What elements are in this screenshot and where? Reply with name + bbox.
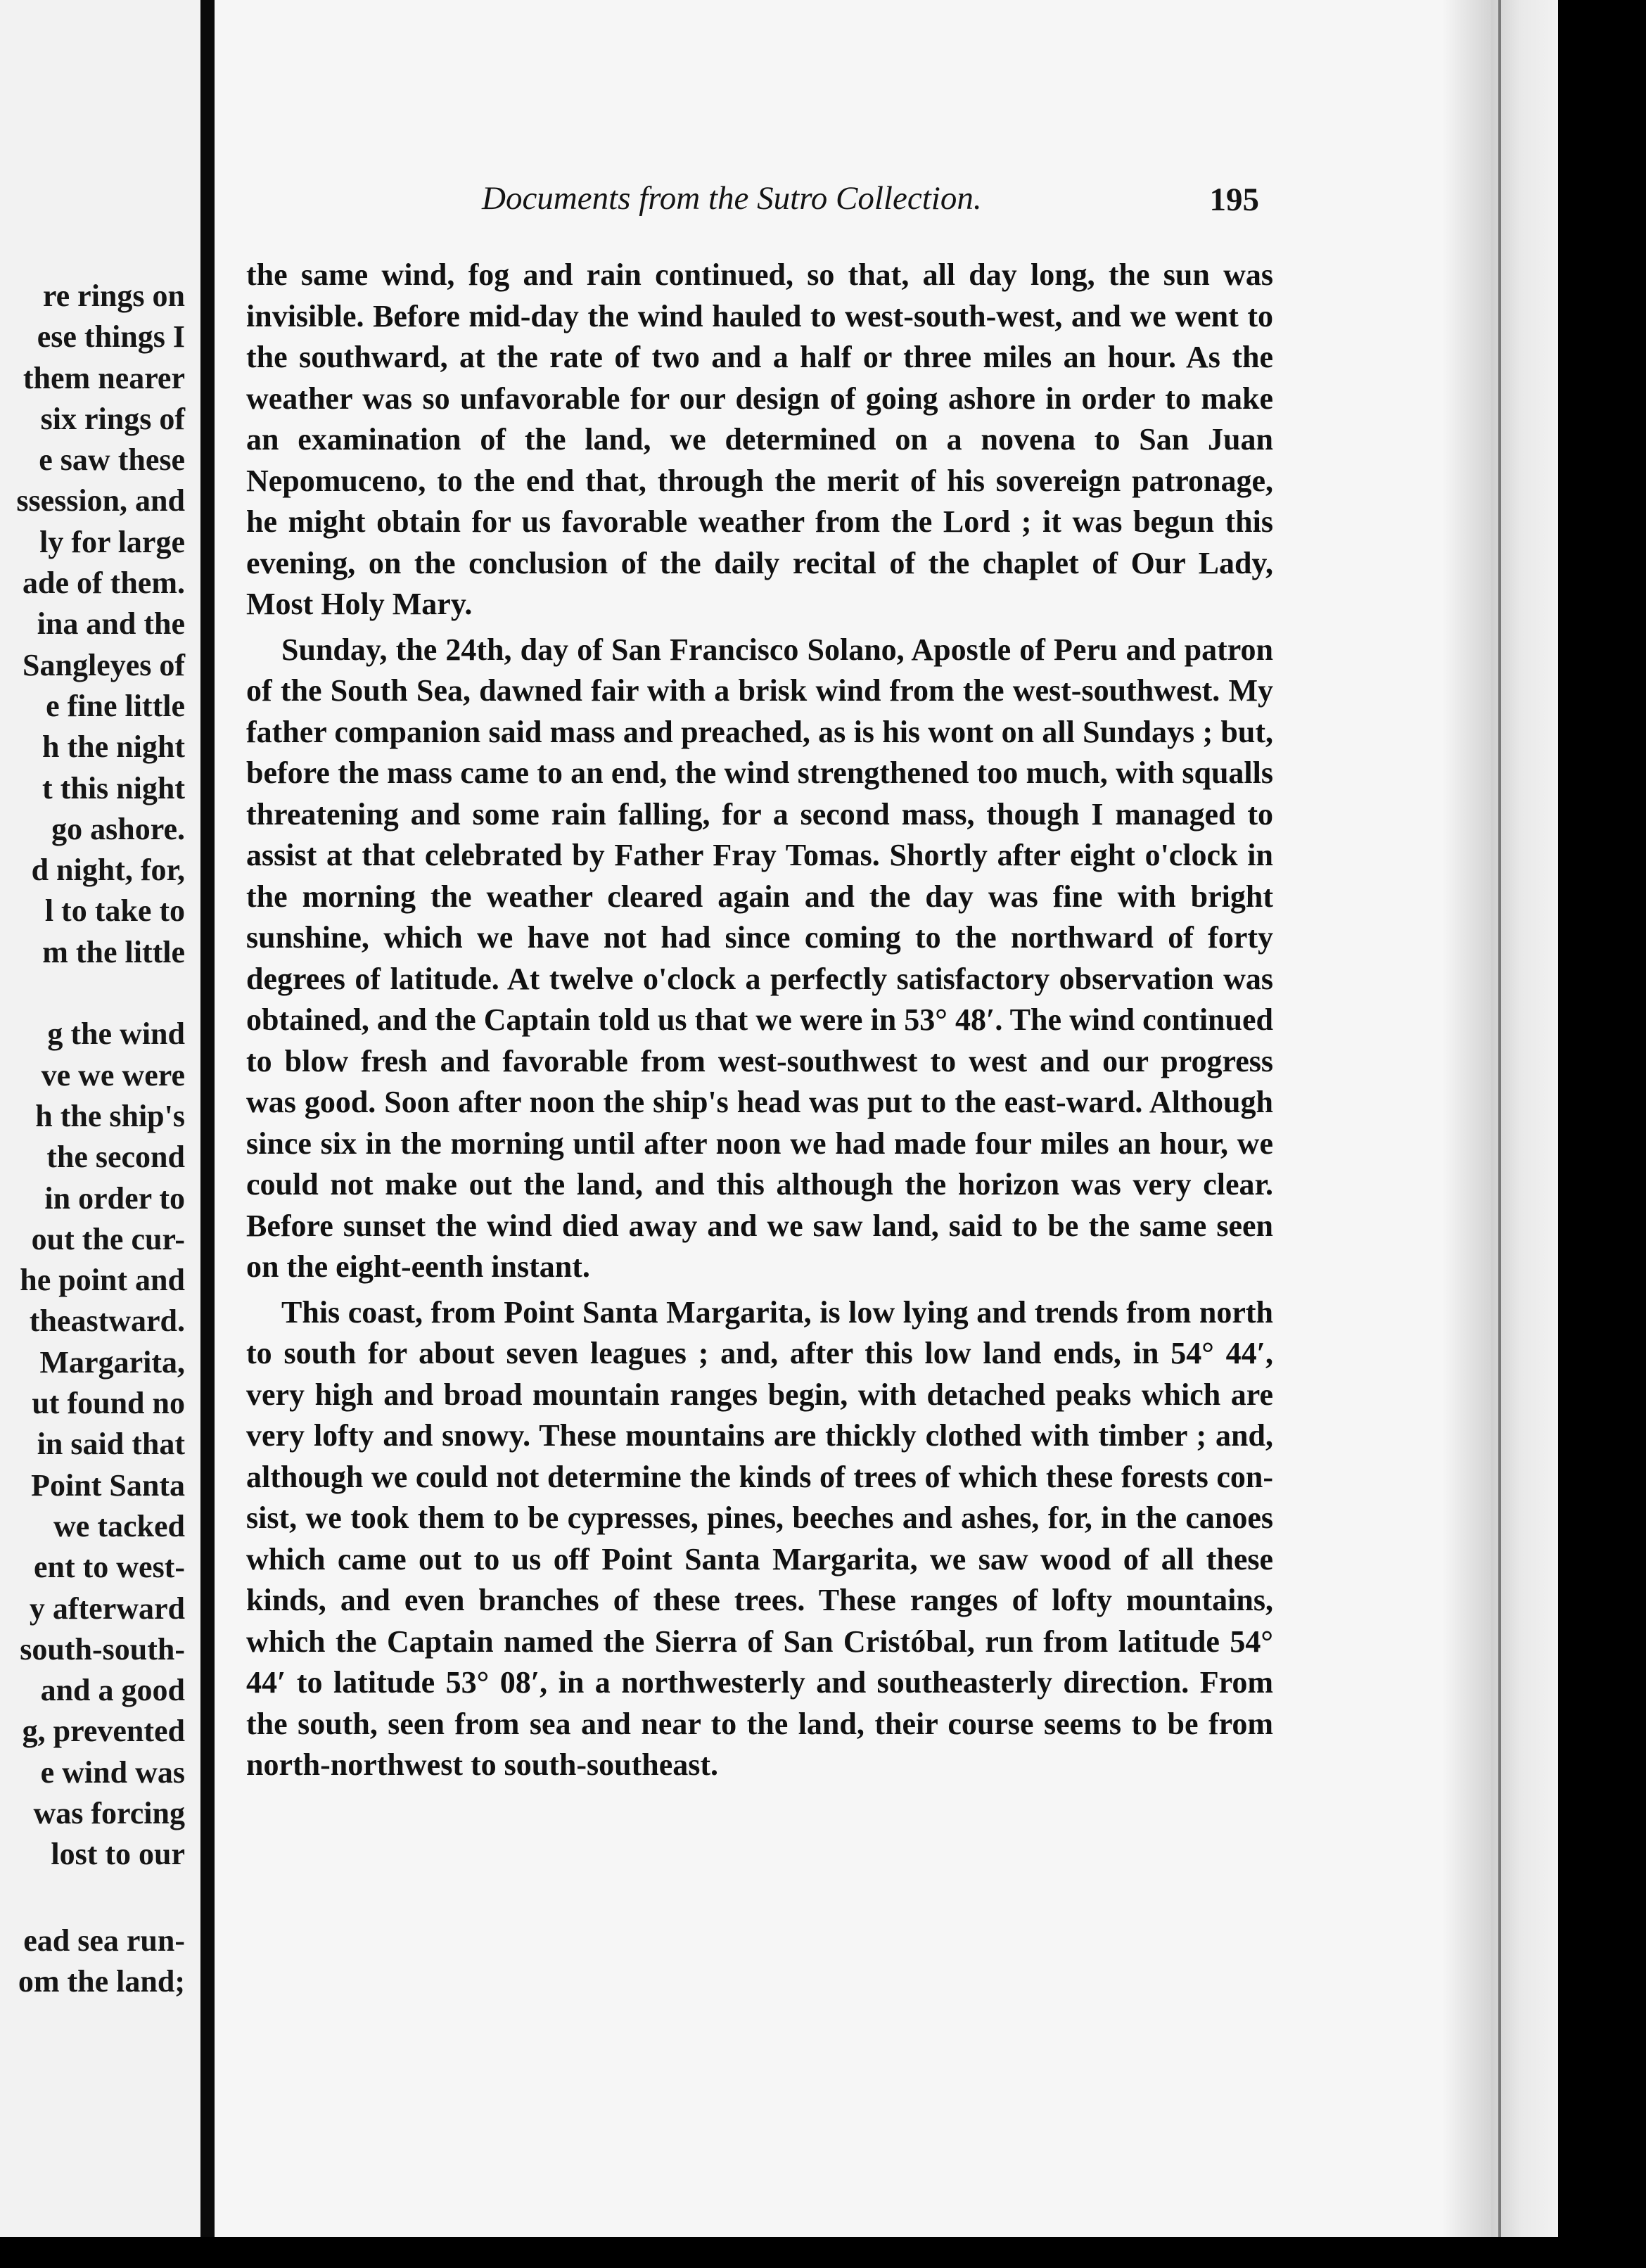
left-line: ead sea run- [23,1923,185,1958]
paragraph: Sunday, the 24th, day of San Francisco Solano, Apostle of Peru and patron of the South Sea, dawned fair with a brisk wind from the west-southwest. My father companion said mass and preached, as is his wont on all Sundays ; but, before the mass came to an end, the wind strengthened too much, with squalls threatening and some rain falling, for a second mass, though I managed to assist at that celebrated by Father Fray Tomas. Shortly after eight o'clock in the morning the weather cleared again and the day was fine with bright sunshine, which we have not had since coming to the northward of forty degrees of latitude. At twelve o'clock a perfectly satisfactory observation was obtained, and the Captain told us that we were in 53° 48′. The wind continued to blow fresh and favorable from west-southwest to west and our progress was good. Soon after noon the ship's head was put to the east-ward. Although since six in the morning until after noon we had made four miles an hour, we could not make out the land, and this although the horizon was very clear. Before sunset the wind died away and we saw land, said to be the same seen on the eight-eenth instant. [246,632,1273,1284]
left-line: ent to west- [33,1550,185,1585]
left-line: Sangleyes of [23,647,185,682]
left-line: six rings of [40,401,185,436]
left-line: e wind was [40,1754,185,1790]
left-line: d night, for, [31,853,185,888]
left-line [0,1875,185,1920]
left-line: ina and the [37,606,185,642]
left-line: re rings on [42,279,185,313]
page-fore-edge [1491,0,1558,2237]
left-line: ese things I [37,319,185,355]
left-line: he point and [20,1263,185,1298]
left-line: ut found no [32,1386,185,1421]
left-line [0,973,185,1014]
page-edge-shadow [1442,0,1491,2268]
left-line: in order to [44,1180,185,1216]
left-page-text [0,276,185,2002]
left-line: e fine little [46,688,185,723]
paragraph: the same wind, fog and rain continued, so that, all day long, the sun was invisible. Before mid-day the wind hauled to west-south-west, and we went to the southward, at the rate of two and a half or three miles an hour. As the weather was so unfavorable for our design of going ashore in order to make an examination of the land, we determined on a novena to San Juan Nepomuceno, to the end that, through the merit of his sovereign patronage, he might obtain for us favorable weather from the Lord ; it was begun this evening, on the conclusion of the daily recital of the chaplet of Our Lady, Most Holy Mary. [246,257,1273,621]
left-line: ve we were [41,1057,185,1092]
fore-edge-line [1498,0,1501,2237]
running-head [267,179,1273,229]
left-line: l to take to [44,893,185,929]
left-line: them nearer [23,360,185,395]
left-line: om the land; [18,1963,185,1999]
left-line: theastward. [29,1304,185,1339]
left-line: t this night [42,770,185,805]
left-line: south-south- [20,1631,185,1667]
paragraph: This coast, from Point Santa Margarita, is low lying and trends from north to south for about seven leagues ; and, after this low land ends, in 54° 44′, very high and broad mountain ranges begin, with detached peaks which are very lofty and snowy. These mountains are thickly clothed with timber ; and, although we could not determine the kinds of trees of which these forests con-sist, we took them to be cypresses, pines, beeches and ashes, for, in the canoes which came out to us off Point Santa Margarita, we saw wood of all these kinds, and even branches of these trees. These ranges of lofty mountains, which the Captain named the Sierra of San Cristóbal, run from latitude 54° 44′ to latitude 53° 08′, in a northwesterly and southeasterly direction. From the south, seen from sea and near to the land, their course seems to be from north-northwest to south-southeast. [246,1294,1273,1782]
left-page [0,0,200,2268]
left-line: ssession, and [16,483,185,518]
left-line: m the little [42,934,185,969]
left-line: was forcing [33,1795,185,1830]
left-line: ly for large [39,524,185,559]
left-line: go ashore. [51,811,185,846]
book-gutter [200,0,215,2268]
left-line: in said that [37,1427,185,1462]
left-line: Point Santa [31,1467,185,1503]
left-line: g, prevented [22,1714,185,1749]
left-line: Margarita, [39,1344,185,1380]
scan-border [0,2237,1646,2268]
left-line: we tacked [53,1508,185,1543]
body-text [246,255,1273,1786]
left-line: out the cur- [31,1221,185,1256]
left-line: h the night [42,730,185,765]
left-line: g the wind [47,1017,185,1052]
left-line: y afterward [29,1591,185,1626]
left-line: lost to our [51,1837,185,1872]
left-line: the second [46,1140,185,1175]
left-line: and a good [40,1673,185,1708]
page-number: 195 [1209,181,1259,218]
left-line: h the ship's [35,1098,185,1133]
left-line: ade of them. [23,566,185,601]
left-line: e saw these [39,442,185,478]
running-title: Documents from the Sutro Collection. [482,180,982,217]
